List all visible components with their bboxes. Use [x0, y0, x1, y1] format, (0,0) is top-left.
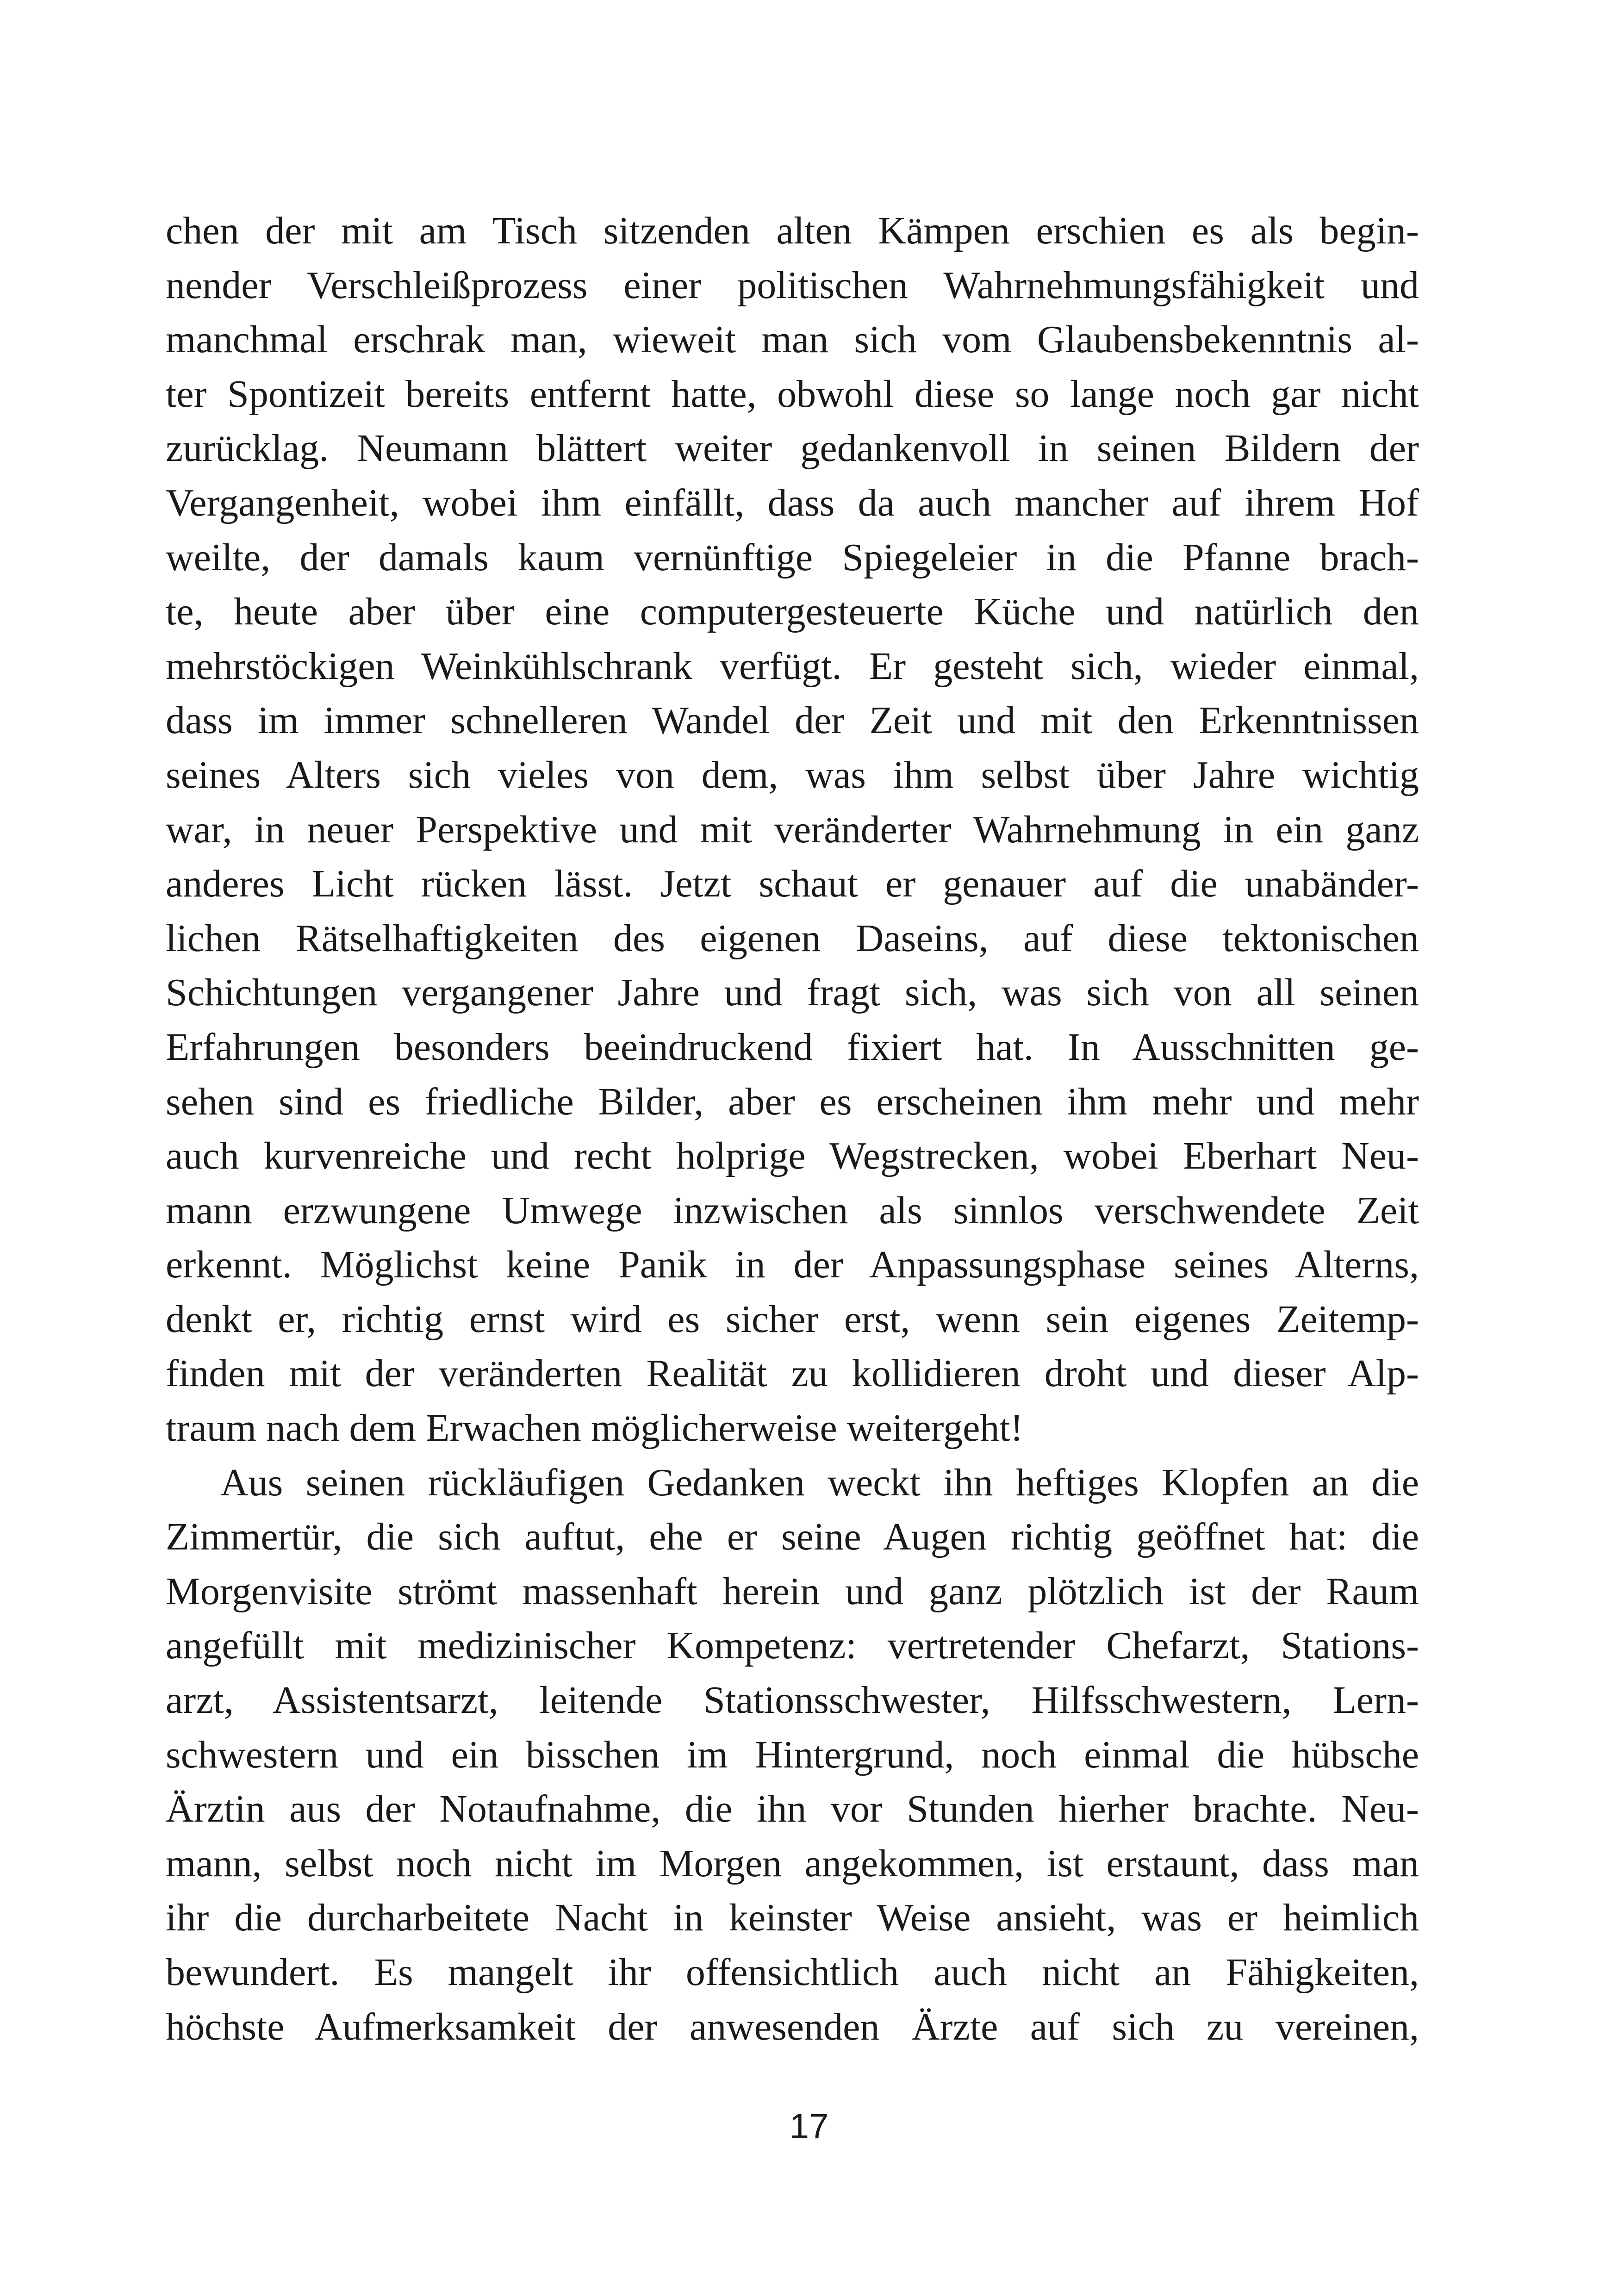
text-line: angefüllt mit medizinischer Kompetenz: vertretender Chefarzt, Stations- [166, 1624, 1419, 1668]
text-line: zurücklag. Neumann blättert weiter gedankenvoll in seinen Bildern der [166, 427, 1419, 470]
text-line: Erfahrungen besonders beeindruckend fixiert hat. In Ausschnitten ge- [166, 1025, 1419, 1069]
text-line: lichen Rätselhaftigkeiten des eigenen Daseins, auf diese tektonischen [166, 916, 1419, 960]
text-line: finden mit der veränderten Realität zu kollidieren droht und dieser Alp- [166, 1352, 1419, 1395]
text-line: mehrstöckigen Weinkühlschrank verfügt. Er gesteht sich, wieder einmal, [166, 644, 1419, 688]
text-line: auch kurvenreiche und recht holprige Wegstrecken, wobei Eberhart Neu- [166, 1134, 1419, 1178]
text-line: sehen sind es friedliche Bilder, aber es erscheinen ihm mehr und mehr [166, 1080, 1419, 1123]
text-line: mann, selbst noch nicht im Morgen angekommen, ist erstaunt, dass man [166, 1842, 1419, 1885]
text-line: Schichtungen vergangener Jahre und fragt sich, was sich von all seinen [166, 971, 1419, 1014]
text-line: Vergangenheit, wobei ihm einfällt, dass da auch mancher auf ihrem Hof [166, 481, 1419, 524]
text-line: Zimmertür, die sich auftut, ehe er seine Augen richtig geöffnet hat: die [166, 1515, 1419, 1559]
paragraph-start-line: Aus seinen rückläufigen Gedanken weckt ihn heftiges Klopfen an die [220, 1461, 1419, 1504]
text-line: anderes Licht rücken lässt. Jetzt schaut er genauer auf die unabänder- [166, 862, 1419, 906]
text-line: schwestern und ein bisschen im Hintergrund, noch einmal die hübsche [166, 1733, 1419, 1776]
text-line: war, in neuer Perspektive und mit veränderter Wahrnehmung in ein ganz [166, 808, 1419, 851]
text-line: dass im immer schnelleren Wandel der Zeit und mit den Erkenntnissen [166, 699, 1419, 742]
paragraph-end-line: traum nach dem Erwachen möglicherweise weitergeht! [166, 1406, 1023, 1450]
text-line: ihr die durcharbeitete Nacht in keinster Weise ansieht, was er heimlich [166, 1896, 1419, 1940]
text-line: nender Verschleißprozess einer politischen Wahrnehmungsfähigkeit und [166, 263, 1419, 307]
text-line: ter Spontizeit bereits entfernt hatte, obwohl diese so lange noch gar nicht [166, 372, 1419, 416]
page-number: 17 [789, 2107, 829, 2146]
text-line: höchste Aufmerksamkeit der anwesenden Ärzte auf sich zu vereinen, [166, 2005, 1419, 2048]
text-line: denkt er, richtig ernst wird es sicher erst, wenn sein eigenes Zeitemp- [166, 1297, 1419, 1341]
body-text [166, 204, 1419, 2054]
text-line: Ärztin aus der Notaufnahme, die ihn vor Stunden hierher brachte. Neu- [166, 1787, 1419, 1831]
text-line: chen der mit am Tisch sitzenden alten Kämpen erschien es als begin- [166, 209, 1419, 252]
text-line: te, heute aber über eine computergesteuerte Küche und natürlich den [166, 590, 1419, 634]
text-line: bewundert. Es mangelt ihr offensichtlich auch nicht an Fähigkeiten, [166, 1951, 1419, 1994]
text-line: seines Alters sich vieles von dem, was ihm selbst über Jahre wichtig [166, 753, 1419, 796]
text-line: weilte, der damals kaum vernünftige Spiegeleier in die Pfanne brach- [166, 535, 1419, 579]
text-line: Morgenvisite strömt massenhaft herein und ganz plötzlich ist der Raum [166, 1569, 1419, 1613]
text-line: erkennt. Möglichst keine Panik in der Anpassungsphase seines Alterns, [166, 1243, 1419, 1287]
text-line: arzt, Assistentsarzt, leitende Stationsschwester, Hilfsschwestern, Lern- [166, 1679, 1419, 1722]
text-line: manchmal erschrak man, wieweit man sich vom Glaubensbekenntnis al- [166, 318, 1419, 361]
text-line: mann erzwungene Umwege inzwischen als sinnlos verschwendete Zeit [166, 1188, 1419, 1232]
